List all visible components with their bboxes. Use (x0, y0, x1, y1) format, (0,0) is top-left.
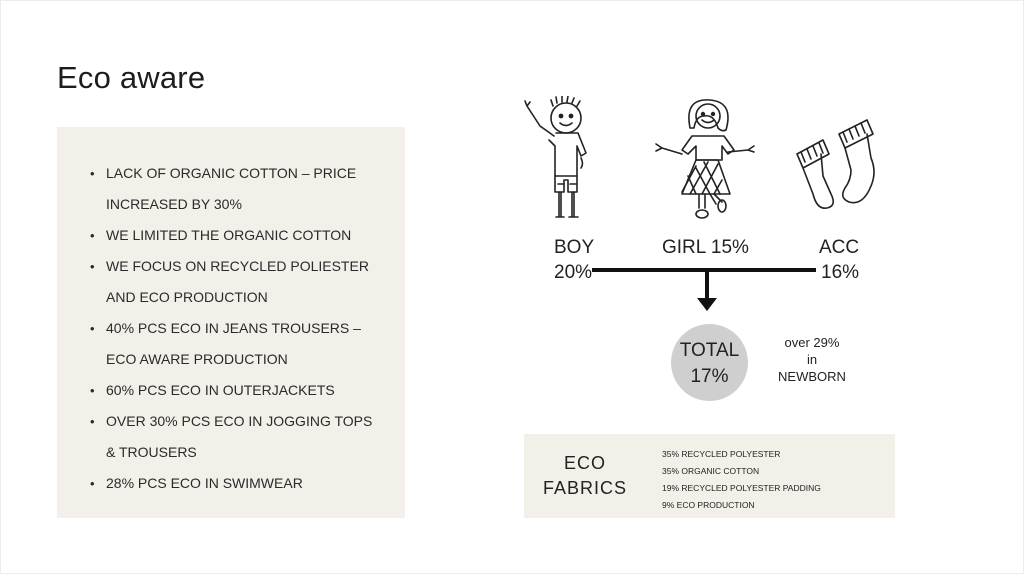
bullet-text: WE LIMITED THE ORGANIC COTTON (106, 227, 352, 243)
eco-title-line2: FABRICS (543, 478, 628, 498)
eco-fabric-item: 35% ORGANIC COTTON (662, 466, 760, 476)
bullet-text: OVER 30% PCS ECO IN JOGGING TOPS (106, 413, 373, 429)
total-label: TOTAL (679, 340, 740, 361)
bullet-item (90, 468, 390, 499)
acc-name: ACC (819, 237, 860, 258)
bullet-item (90, 313, 390, 344)
bullet-continuation (90, 437, 390, 468)
bullet-text: & TROUSERS (106, 444, 197, 460)
bullet-text: INCREASED BY 30% (106, 196, 242, 212)
bullet-list (90, 158, 390, 499)
girl-name: GIRL 15% (662, 237, 749, 258)
boy-value: 20% (554, 262, 593, 283)
eco-title-line1: ECO (563, 453, 606, 473)
bullet-text: AND ECO PRODUCTION (106, 289, 268, 305)
eco-fabrics-panel (524, 434, 895, 518)
eco-fabric-item: 35% RECYCLED POLYESTER (662, 449, 781, 459)
acc-value: 16% (821, 262, 860, 283)
acc-label (819, 235, 859, 285)
bullet-item (90, 251, 390, 282)
eco-fabrics-list (662, 446, 821, 514)
bullet-continuation (90, 282, 390, 313)
bullet-text: 28% PCS ECO IN SWIMWEAR (106, 475, 303, 491)
bullet-item (90, 158, 390, 189)
newborn-line2: in (806, 352, 818, 367)
bullet-continuation (90, 189, 390, 220)
slide-title: Eco aware (57, 60, 206, 95)
bullet-text: LACK OF ORGANIC COTTON – PRICE (106, 165, 357, 181)
newborn-line1: over 29% (784, 335, 840, 350)
newborn-note (772, 334, 852, 385)
socks-illustration (793, 118, 885, 218)
bullet-text: WE FOCUS ON RECYCLED POLIESTER (106, 258, 369, 274)
newborn-line3: NEWBORN (778, 369, 846, 384)
boy-illustration (520, 96, 600, 226)
bullet-item (90, 220, 390, 251)
boy-label (554, 235, 594, 285)
bullet-item (90, 375, 390, 406)
bullet-text: ECO AWARE PRODUCTION (106, 351, 288, 367)
boy-name: BOY (554, 237, 595, 258)
bullet-panel (57, 127, 405, 518)
bullet-text: 40% PCS ECO IN JEANS TROUSERS – (106, 320, 361, 336)
girl-label (662, 235, 749, 260)
bullet-text: 60% PCS ECO IN OUTERJACKETS (106, 382, 335, 398)
eco-fabric-item: 9% ECO PRODUCTION (662, 500, 755, 510)
total-value: 17% (690, 366, 729, 387)
arrow-head-icon (697, 298, 717, 311)
total-circle (671, 324, 748, 401)
eco-fabrics-title (543, 451, 627, 501)
bullet-continuation (90, 344, 390, 375)
eco-fabric-item: 19% RECYCLED POLYESTER PADDING (662, 483, 821, 493)
bullet-item (90, 406, 390, 437)
connector-arrow (590, 262, 820, 314)
girl-illustration (652, 96, 756, 226)
